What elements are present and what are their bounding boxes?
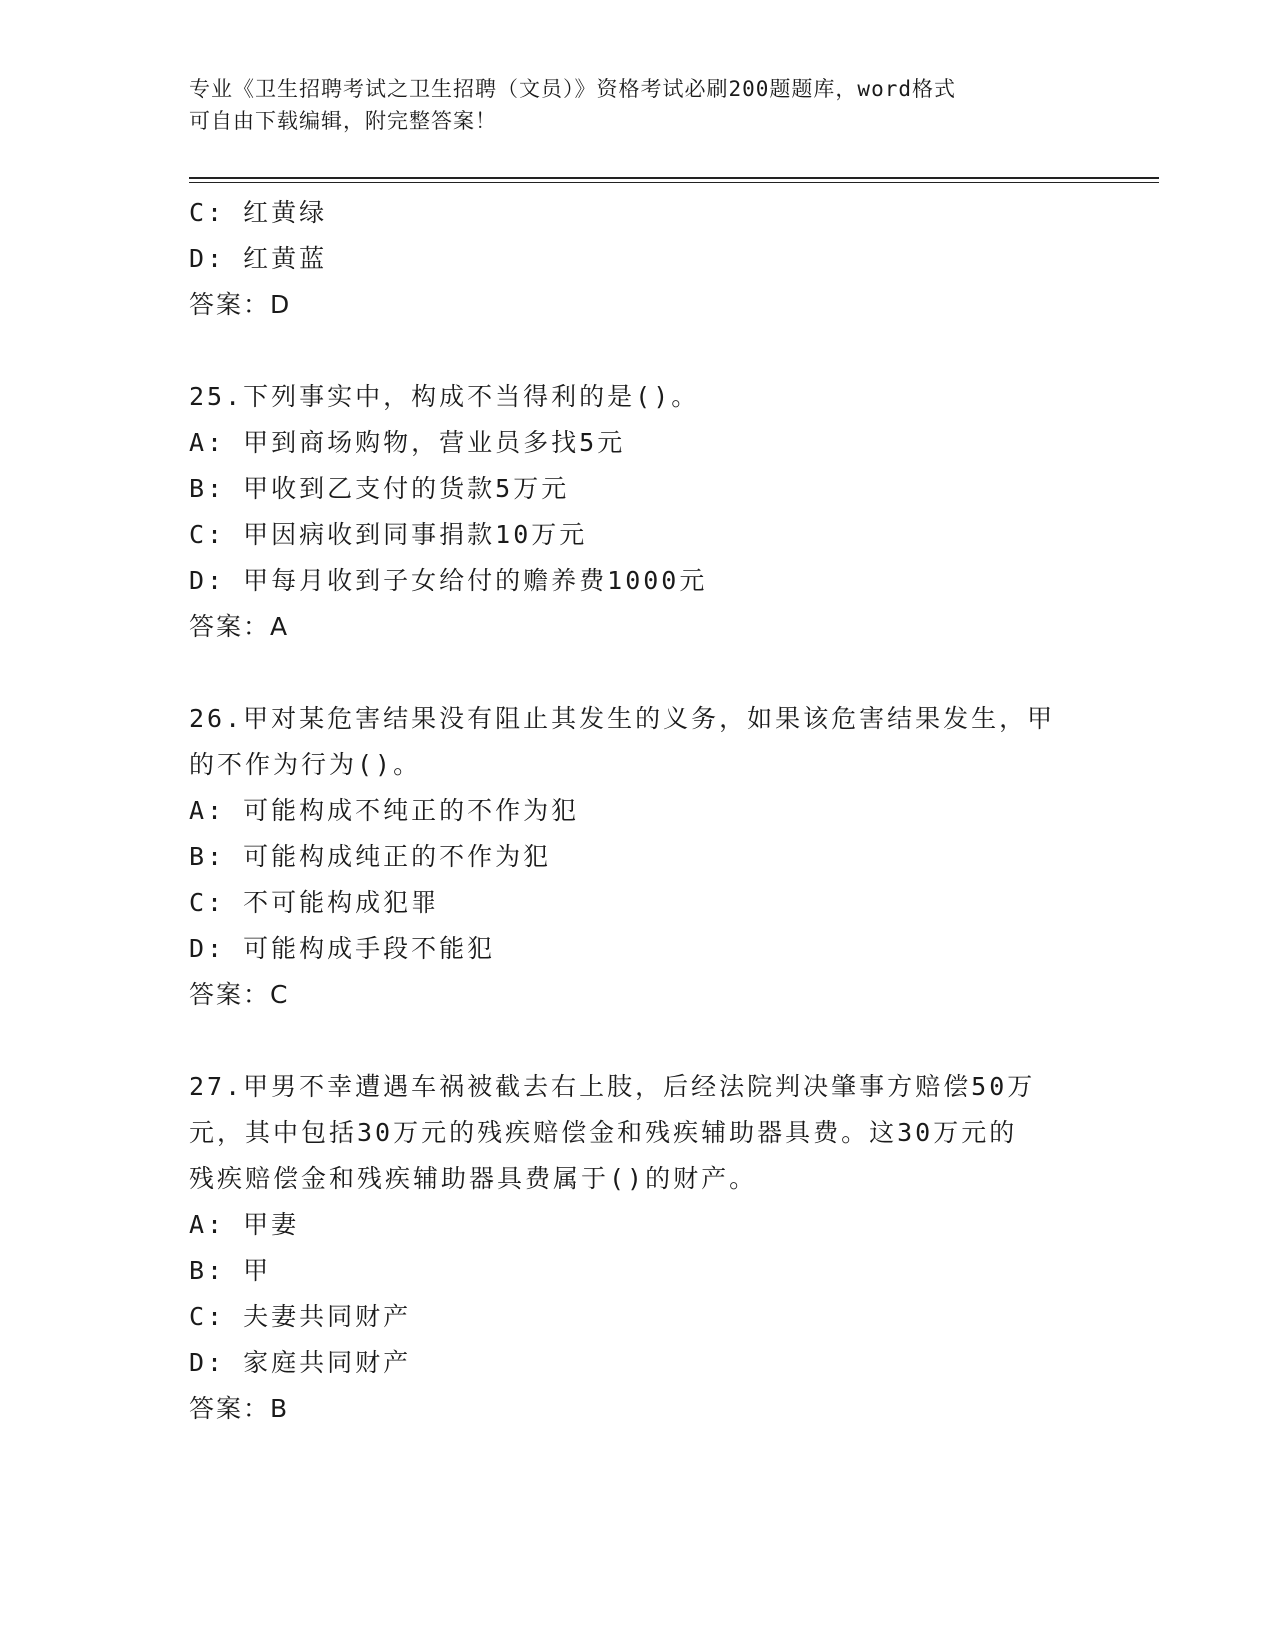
q26-option-c: C: 不可能构成犯罪 — [189, 888, 440, 917]
header-line-2: 可自由下载编辑，附完整答案！ — [189, 109, 497, 133]
q26-option-a: A: 可能构成不纯正的不作为犯 — [189, 796, 580, 825]
q26-stem-line-2: 的不作为行为()。 — [189, 750, 422, 779]
document-header — [189, 73, 1069, 137]
header-rule-thin — [189, 182, 1159, 183]
q25-answer: 答案：A — [189, 612, 290, 641]
q26-option-d: D: 可能构成手段不能犯 — [189, 934, 496, 963]
q25-option-a: A: 甲到商场购物，营业员多找5元 — [189, 428, 626, 457]
q27-option-b: B: 甲 — [189, 1256, 272, 1285]
prev-option-d: D: 红黄蓝 — [189, 244, 328, 273]
q25-option-c: C: 甲因病收到同事捐款10万元 — [189, 520, 588, 549]
q25-option-b: B: 甲收到乙支付的货款5万元 — [189, 474, 570, 503]
q27-answer: 答案：B — [189, 1394, 290, 1423]
header-line-1: 专业《卫生招聘考试之卫生招聘（文员）》资格考试必刷200题题库，word格式 — [189, 77, 956, 101]
q27-option-a: A: 甲妻 — [189, 1210, 300, 1239]
q25-stem: 25.下列事实中，构成不当得利的是()。 — [189, 382, 700, 411]
q27-stem-line-2: 元，其中包括30万元的残疾赔偿金和残疾辅助器具费。这30万元的 — [189, 1118, 1018, 1147]
q26-stem-line-1: 26.甲对某危害结果没有阻止其发生的义务，如果该危害结果发生，甲 — [189, 704, 1056, 733]
question-list — [189, 190, 1089, 1432]
q26-option-b: B: 可能构成纯正的不作为犯 — [189, 842, 552, 871]
prev-answer: 答案：D — [189, 290, 292, 319]
q27-stem-line-3: 残疾赔偿金和残疾辅助器具费属于()的财产。 — [189, 1164, 758, 1193]
prev-option-c: C: 红黄绿 — [189, 198, 328, 227]
q27-stem-line-1: 27.甲男不幸遭遇车祸被截去右上肢，后经法院判决肇事方赔偿50万 — [189, 1072, 1036, 1101]
q27-option-c: C: 夫妻共同财产 — [189, 1302, 412, 1331]
header-rule-thick — [189, 177, 1159, 179]
q26-answer: 答案：C — [189, 980, 290, 1009]
q27-option-d: D: 家庭共同财产 — [189, 1348, 412, 1377]
q25-option-d: D: 甲每月收到子女给付的赡养费1000元 — [189, 566, 708, 595]
